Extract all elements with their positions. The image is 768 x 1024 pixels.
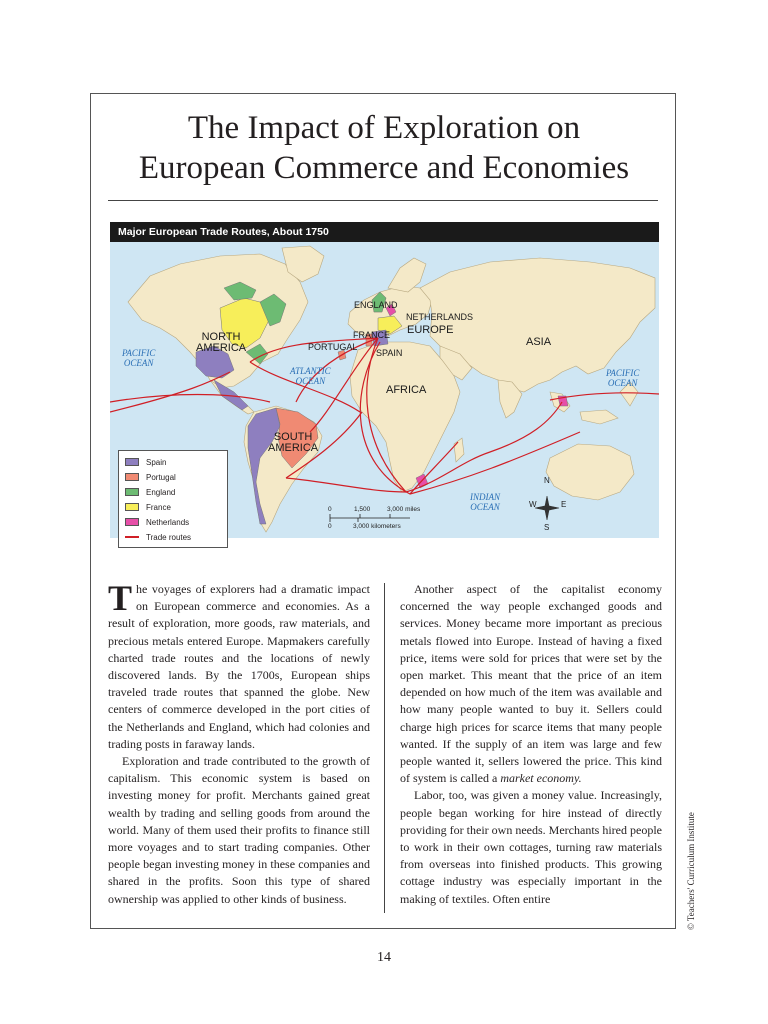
map-header: Major European Trade Routes, About 1750 (110, 222, 659, 242)
legend-swatch-spain (125, 458, 139, 466)
label-africa: AFRICA (386, 384, 427, 396)
scale-km-0: 0 (328, 523, 332, 530)
legend-swatch-england (125, 488, 139, 496)
right-paragraph-2: Labor, too, was given a money value. Increasingly, people began working for hire instead of directly providing for their own needs. Merchants hired people to work in their own cottages, turning raw materials from overseas into finished products. This growing cottage industry was especially important in the making of textiles. Often entire (400, 788, 662, 906)
page-number: 14 (377, 950, 391, 965)
right-column (400, 581, 662, 908)
world-map (110, 242, 659, 542)
label-pacific-ocean-right: PACIFIC OCEAN (606, 368, 640, 388)
label-south-america: SOUTH AMERICA (268, 431, 319, 454)
left-paragraph-1: The voyages of explorers had a dramatic impact on European commerce and economies. As a result of exploration, more goods, raw materials, and precious metals entered Europe. Mapmakers carefully charted trade routes and the locations of newly discovered lands. By the 1700s, European ships traveled trade routes that spanned the globe. New centers of commerce developed in the port cities of the Netherlands and England, which had colonies and trading posts in faraway lands. (108, 578, 370, 751)
legend-swatch-netherlands (125, 518, 139, 526)
market-economy-term: market economy. (500, 771, 582, 786)
scale-miles-1500: 1,500 (354, 506, 371, 513)
label-north-america: NORTH AMERICA (196, 331, 247, 354)
legend-item-trade-routes: Trade routes (125, 532, 191, 542)
legend-item-england: England (125, 487, 175, 497)
title-divider (108, 200, 658, 201)
drop-cap: T (108, 578, 133, 618)
scale-miles-3000: 3,000 miles (387, 506, 421, 513)
legend-item-netherlands: Netherlands (125, 517, 189, 527)
trade-routes-map (110, 222, 659, 542)
left-paragraph-2: Exploration and trade contributed to the growth of capitalism. This economic system is based on investing money for profit. Merchants gained great wealth by trading and selling goods from around the world. Many of them used their profits to finance still more voyages and to start trading companies. Other people began investing money in these companies and shared in the profits. Soon this type of shared ownership was applied to other kinds of business. (108, 754, 370, 906)
label-england: ENGLAND (354, 300, 398, 310)
label-atlantic-ocean: ATLANTIC OCEAN (290, 366, 331, 386)
legend-item-portugal: Portugal (125, 472, 176, 482)
title-line-2: European Commerce and Economies (138, 150, 630, 186)
left-column (108, 578, 370, 908)
page-title (100, 108, 668, 188)
compass-s: S (544, 523, 550, 532)
map-legend (118, 450, 228, 548)
legend-line-trade-routes (125, 536, 139, 538)
label-netherlands: NETHERLANDS (406, 312, 474, 322)
copyright-notice: © Teachers' Curriculum Institute (686, 812, 696, 930)
title-line-1: The Impact of Exploration on (187, 110, 581, 146)
compass-n: N (544, 476, 550, 485)
scale-miles-0: 0 (328, 506, 332, 513)
scale-km-3000: 3,000 kilometers (353, 523, 401, 530)
legend-item-spain: Spain (125, 457, 166, 467)
legend-swatch-france (125, 503, 139, 511)
legend-swatch-portugal (125, 473, 139, 481)
label-asia: ASIA (526, 336, 552, 348)
label-spain: SPAIN (376, 348, 403, 358)
label-europe: EUROPE (407, 324, 454, 336)
column-divider (384, 583, 385, 913)
compass-w: W (529, 500, 537, 509)
label-france: FRANCE (353, 330, 391, 340)
label-portugal: PORTUGAL (308, 342, 358, 352)
compass-e: E (561, 500, 567, 509)
legend-item-france: France (125, 502, 171, 512)
right-paragraph-1: Another aspect of the capitalist economy concerned the way people exchanged goods and services. Money became more important as precious metals flowed into Europe. Instead of having a fixed price, items were sold for prices that were set by the open market. This meant that the price of an item depended on how much of the item was available and how many people wanted to buy it. Sellers could charge high prices for scarce items that many people wanted. If the supply of an item was large and few people wanted it, sellers lowered the price. This kind of system is called a market economy. (400, 582, 662, 786)
label-pacific-ocean-left: PACIFIC OCEAN (122, 348, 156, 368)
label-indian-ocean: INDIAN OCEAN (470, 492, 500, 512)
